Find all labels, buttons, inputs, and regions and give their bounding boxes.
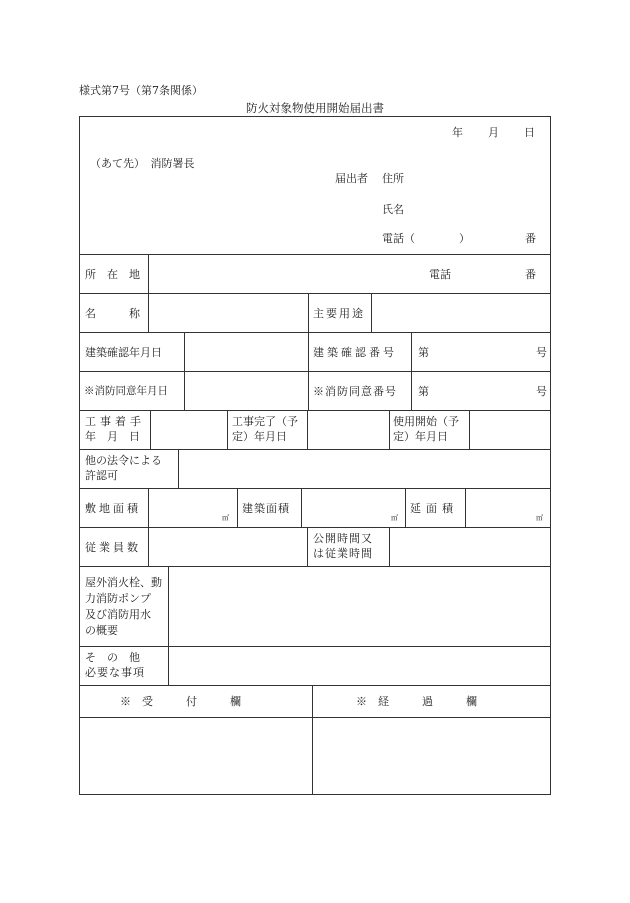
construction-end-field[interactable] — [308, 411, 388, 449]
date-day: 日 — [524, 126, 535, 139]
grid-line — [411, 332, 412, 410]
form-title: 防火対象物使用開始届出書 — [246, 101, 384, 115]
phone-label: 電話（ — [382, 232, 415, 245]
floor-area-unit: ㎡ — [536, 514, 543, 522]
fire-consent-date-label: ※消防同意年月日 — [84, 385, 168, 397]
open-hours-label: 公開時間又 は従業時間 — [313, 532, 373, 560]
grid-line — [80, 371, 550, 372]
other-laws-label: 他の法令による 許認可 — [85, 454, 162, 482]
grid-line — [237, 488, 238, 527]
fire-consent-date-field[interactable] — [185, 372, 307, 410]
employees-field[interactable] — [149, 528, 306, 566]
construction-end-label: 工事完了（予 定）年月日 — [232, 415, 298, 443]
grid-line — [307, 527, 308, 566]
progress-field[interactable] — [313, 718, 550, 794]
grid-line — [405, 488, 406, 527]
building-area-unit: ㎡ — [391, 514, 398, 522]
grid-line — [465, 488, 466, 527]
grid-line — [80, 488, 550, 489]
reception-label: ※ 受 付 欄 — [120, 695, 241, 708]
location-field[interactable] — [149, 255, 550, 293]
employees-label: 従業員数 — [85, 541, 141, 554]
fire-consent-no-label: ※消防同意番号 — [313, 385, 397, 398]
grid-line — [148, 488, 149, 527]
dai-label: 第 — [418, 385, 429, 398]
other-laws-field[interactable] — [179, 450, 550, 488]
grid-line — [301, 488, 302, 527]
use-start-label: 使用開始（予 定）年月日 — [393, 415, 459, 443]
grid-line — [80, 332, 550, 333]
grid-line — [308, 293, 309, 332]
phone-close: ） — [459, 232, 470, 245]
applicant-label: 届出者 — [335, 172, 368, 185]
name-label-cell: 名 称 — [85, 307, 140, 320]
location-phone-label: 電話 — [429, 268, 451, 281]
construction-start-field[interactable] — [151, 411, 226, 449]
phone-suffix: 番 — [525, 232, 536, 245]
main-use-label: 主要用途 — [313, 307, 365, 320]
date-year: 年 — [452, 126, 463, 139]
use-start-field[interactable] — [470, 411, 550, 449]
reception-field[interactable] — [80, 718, 312, 794]
main-use-field[interactable] — [372, 294, 550, 332]
location-label: 所 在 地 — [85, 268, 140, 281]
construction-start-label: 工事着手 年 月 日 — [85, 415, 145, 443]
grid-line — [227, 410, 228, 449]
grid-line — [80, 685, 550, 686]
other-items-field[interactable] — [169, 647, 550, 685]
grid-line — [389, 410, 390, 449]
application-form — [79, 116, 551, 795]
building-confirm-no-label: 建築確認番号 — [313, 346, 397, 359]
form-number: 様式第7号（第7条関係） — [79, 84, 203, 97]
location-phone-suffix: 番 — [525, 268, 536, 281]
site-area-unit: ㎡ — [222, 514, 229, 522]
go-label: 号 — [536, 346, 547, 359]
go-label: 号 — [536, 385, 547, 398]
site-area-label: 敷地面積 — [85, 502, 141, 515]
floor-area-label: 延面積 — [410, 502, 458, 515]
hydrant-label: 屋外消火栓、動 力消防ポンプ 及び消防用水 の概要 — [85, 576, 162, 637]
other-items-label: そ の 他 必要な事項 — [85, 651, 145, 679]
hydrant-field[interactable] — [169, 567, 550, 645]
address-label: 住所 — [382, 172, 404, 185]
dai-label: 第 — [418, 346, 429, 359]
building-area-label: 建築面積 — [242, 502, 290, 515]
grid-line — [308, 332, 309, 410]
date-month: 月 — [488, 126, 499, 139]
building-confirm-date-field[interactable] — [185, 333, 307, 371]
open-hours-field[interactable] — [390, 528, 550, 566]
name-label: 氏名 — [382, 203, 404, 216]
addressee: （あて先） 消防署長 — [90, 157, 195, 170]
progress-label: ※ 経 過 欄 — [356, 695, 477, 708]
name-field[interactable] — [149, 294, 307, 332]
building-confirm-date-label: 建築確認年月日 — [85, 346, 162, 359]
